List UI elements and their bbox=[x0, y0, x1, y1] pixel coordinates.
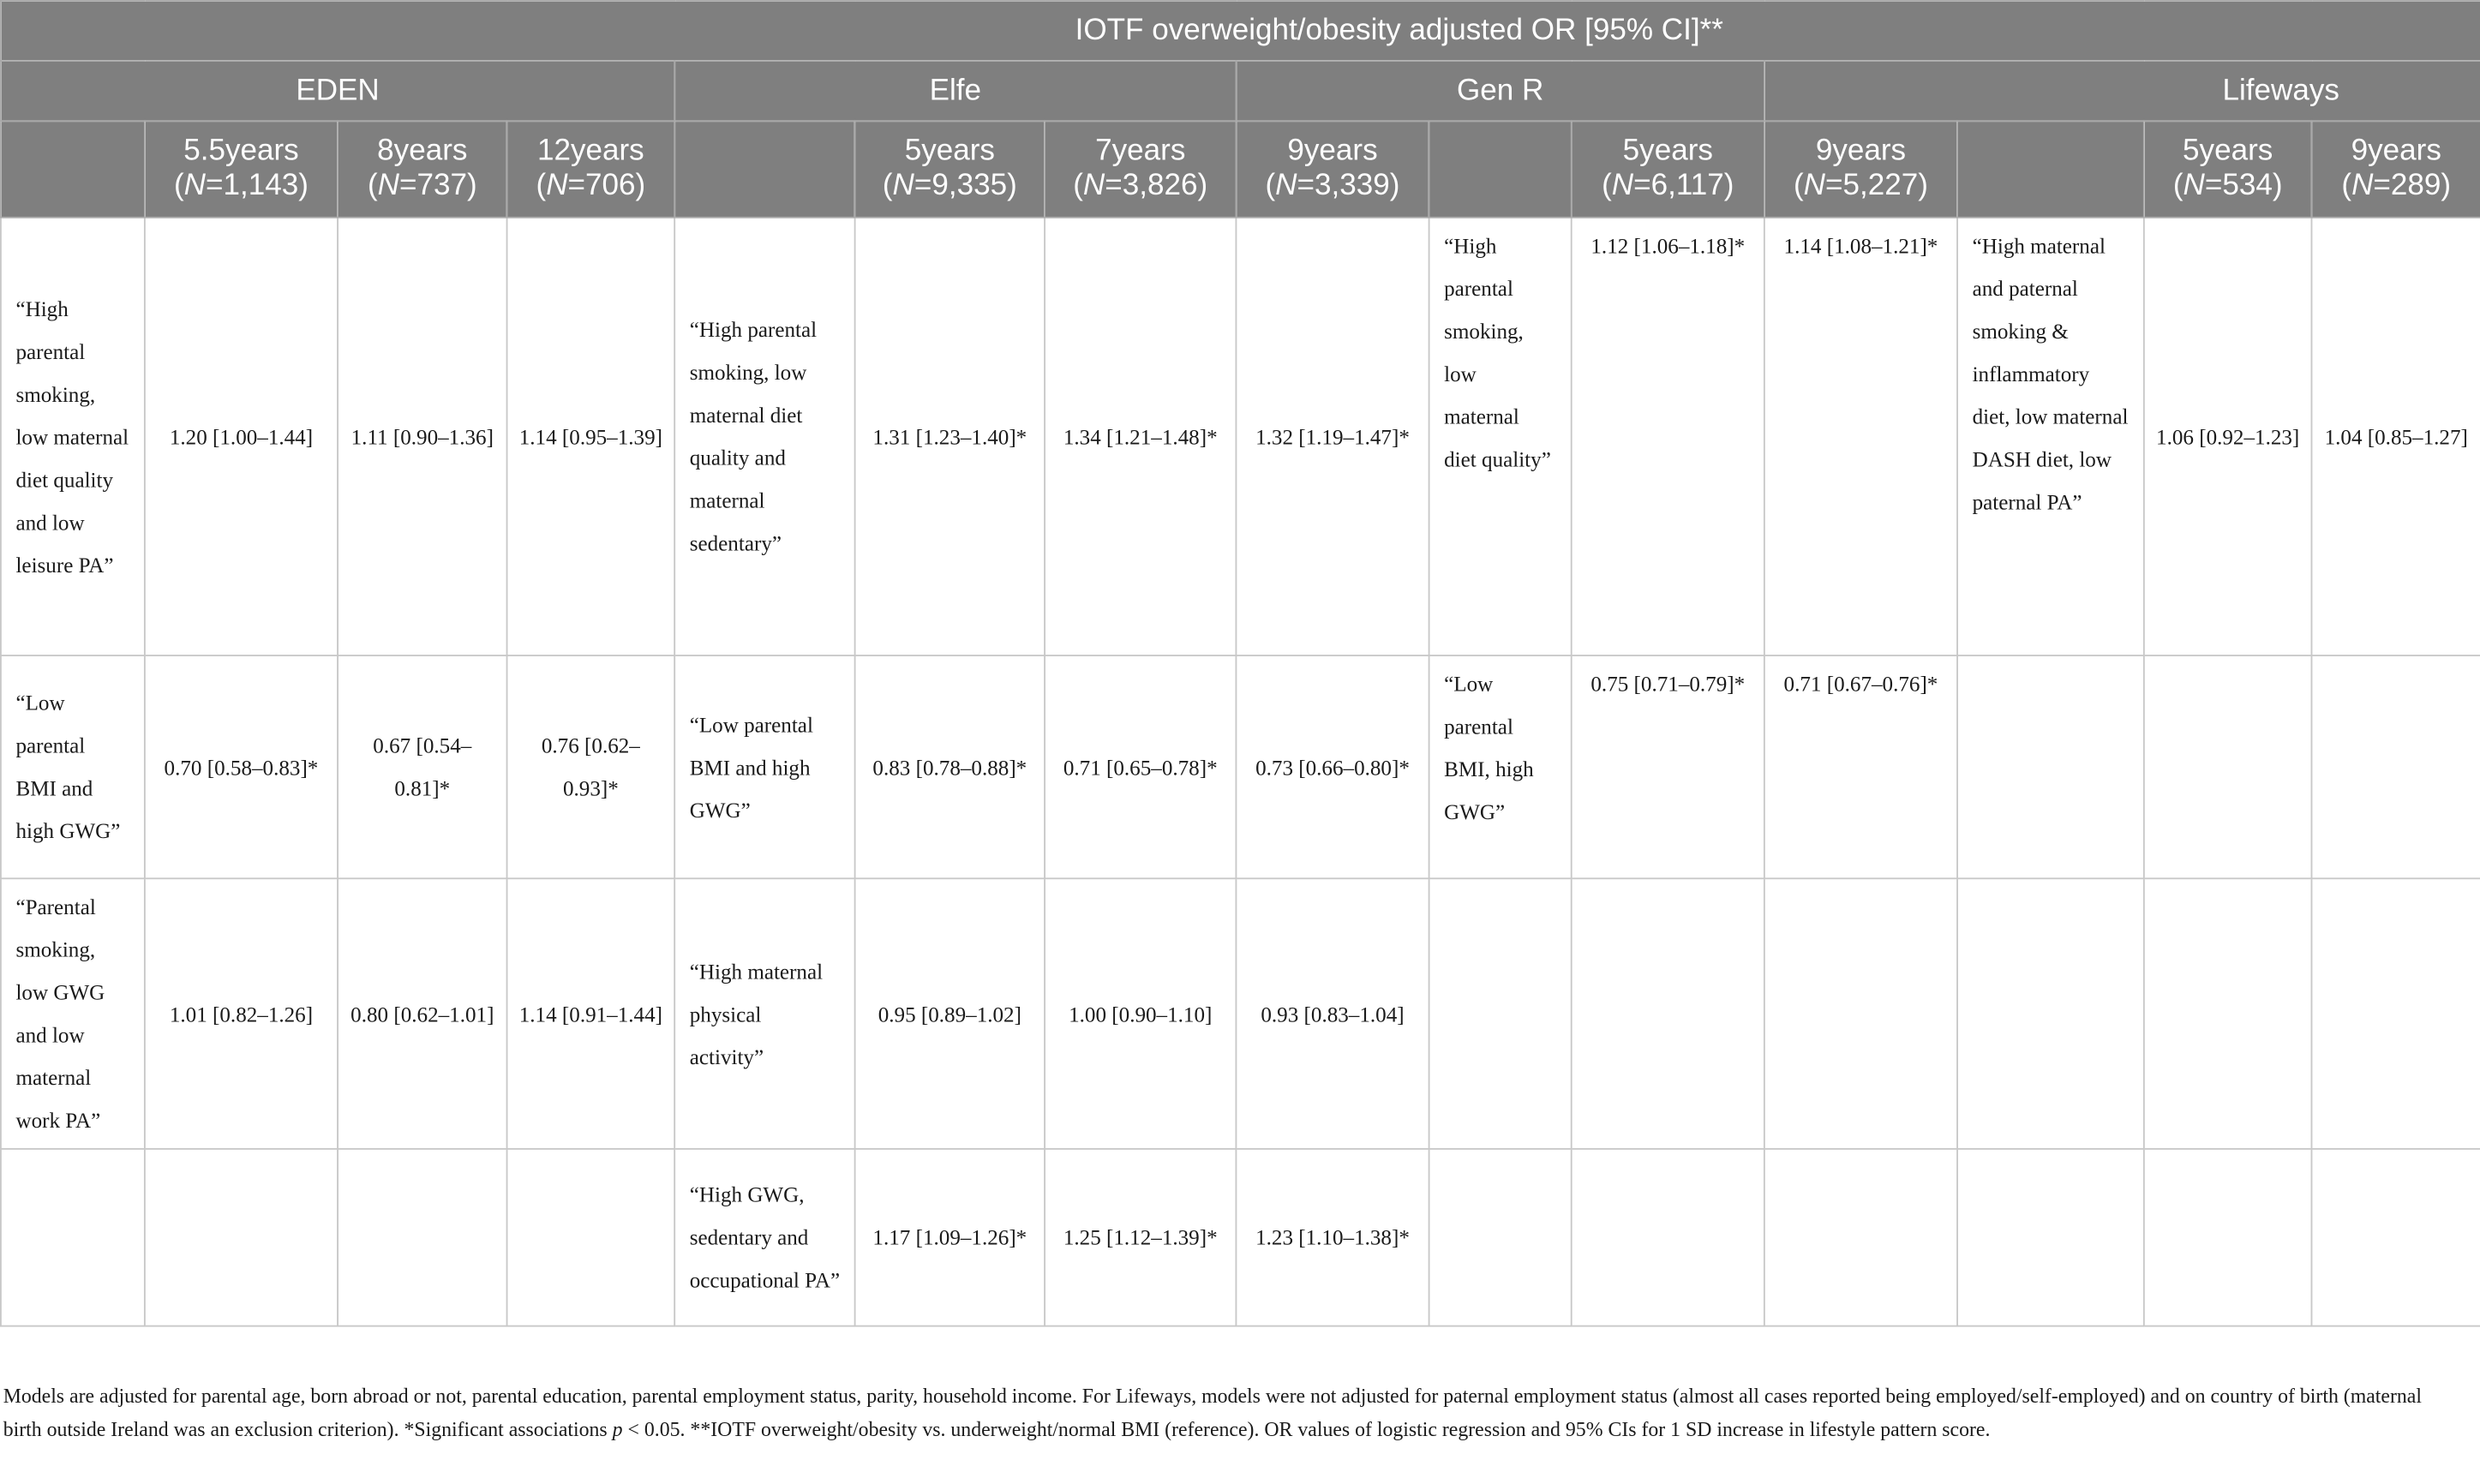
pattern-label bbox=[1957, 1149, 2144, 1326]
or-value-cell: 0.67 [0.54–0.81]* bbox=[338, 655, 506, 878]
age-label: 5years bbox=[2183, 134, 2273, 168]
n-value: =3,339) bbox=[1297, 169, 1400, 203]
or-value-cell: 1.12 [1.06–1.18]* bbox=[1572, 218, 1764, 655]
or-value-cell: 1.14 [0.91–1.44] bbox=[507, 878, 675, 1149]
n-label: N bbox=[1275, 169, 1297, 203]
n-value: =534) bbox=[2204, 169, 2283, 203]
age-label: 5years bbox=[1622, 134, 1713, 168]
or-value-cell: 0.76 [0.62–0.93]* bbox=[507, 655, 675, 878]
or-value-cell bbox=[1764, 1149, 1957, 1326]
n-value: =289) bbox=[2373, 169, 2452, 203]
or-value-cell: 1.23 [1.10–1.38]* bbox=[1236, 1149, 1429, 1326]
or-value-cell: 1.17 [1.09–1.26]* bbox=[855, 1149, 1045, 1326]
or-value-cell: 1.20 [1.00–1.44] bbox=[145, 218, 338, 655]
n-open-paren: ( bbox=[1073, 169, 1083, 203]
pattern-label bbox=[1429, 878, 1572, 1149]
or-value-cell: 0.83 [0.78–0.88]* bbox=[855, 655, 1045, 878]
n-label: N bbox=[1082, 169, 1105, 203]
or-value-cell bbox=[507, 1149, 675, 1326]
age-label: 12years bbox=[536, 134, 644, 168]
or-value-cell: 0.71 [0.67–0.76]* bbox=[1764, 655, 1957, 878]
age-header bbox=[855, 121, 1045, 218]
n-label: N bbox=[2351, 169, 2374, 203]
age-label: 9years bbox=[1815, 134, 1907, 168]
cohort-row bbox=[1, 61, 2480, 121]
pattern-label bbox=[1957, 655, 2144, 878]
or-value-cell: 1.06 [0.92–1.23] bbox=[2144, 218, 2312, 655]
n-open-paren: ( bbox=[1265, 169, 1276, 203]
table-row bbox=[1, 1149, 2480, 1326]
cohort-header: EDEN bbox=[1, 61, 674, 121]
or-value-cell bbox=[2311, 878, 2480, 1149]
table-head bbox=[1, 1, 2480, 218]
pattern-label: “High parental smoking, low maternal diet quality and low leisure PA” bbox=[1, 218, 145, 655]
n-label: N bbox=[892, 169, 914, 203]
age-header bbox=[338, 121, 506, 218]
age-header bbox=[674, 121, 854, 218]
pattern-label: “Low parental BMI and high GWG” bbox=[1, 655, 145, 878]
age-row bbox=[1, 121, 2480, 218]
cohort-header: Elfe bbox=[674, 61, 1236, 121]
or-value-cell: 0.93 [0.83–1.04] bbox=[1236, 878, 1429, 1149]
age-header bbox=[1236, 121, 1429, 218]
or-value-cell: 0.75 [0.71–0.79]* bbox=[1572, 655, 1764, 878]
age-label: 9years bbox=[2351, 134, 2441, 168]
age-header bbox=[1429, 121, 1572, 218]
n-open-paren: ( bbox=[2172, 169, 2183, 203]
pattern-label: “High maternal physical activity” bbox=[674, 878, 854, 1149]
n-value: =706) bbox=[567, 169, 646, 203]
or-value-cell bbox=[338, 1149, 506, 1326]
age-label: 8years bbox=[377, 134, 468, 168]
age-header bbox=[1572, 121, 1764, 218]
age-header bbox=[1957, 121, 2144, 218]
n-value: =5,227) bbox=[1824, 169, 1928, 203]
or-value-cell bbox=[1572, 878, 1764, 1149]
n-open-paren: ( bbox=[536, 169, 547, 203]
pattern-label bbox=[1957, 878, 2144, 1149]
pattern-label bbox=[1429, 1149, 1572, 1326]
or-value-cell: 1.34 [1.21–1.48]* bbox=[1045, 218, 1236, 655]
n-label: N bbox=[1803, 169, 1825, 203]
table-title: IOTF overweight/obesity adjusted OR [95% CI]** bbox=[1, 1, 2480, 61]
table-row bbox=[1, 218, 2480, 655]
n-label: N bbox=[183, 169, 206, 203]
or-value-cell bbox=[2311, 1149, 2480, 1326]
or-value-cell bbox=[2311, 655, 2480, 878]
or-value-cell: 0.70 [0.58–0.83]* bbox=[145, 655, 338, 878]
pattern-label: “Low parental BMI and high GWG” bbox=[674, 655, 854, 878]
or-value-cell: 1.01 [0.82–1.26] bbox=[145, 878, 338, 1149]
age-header bbox=[2144, 121, 2312, 218]
or-value-cell: 0.71 [0.65–0.78]* bbox=[1045, 655, 1236, 878]
table-footnote bbox=[3, 1380, 2465, 1447]
or-value-cell: 1.11 [0.90–1.36] bbox=[338, 218, 506, 655]
or-value-cell: 1.32 [1.19–1.47]* bbox=[1236, 218, 1429, 655]
n-open-paren: ( bbox=[173, 169, 184, 203]
or-value-cell: 1.04 [0.85–1.27] bbox=[2311, 218, 2480, 655]
n-value: =6,117) bbox=[1633, 169, 1734, 203]
or-value-cell: 1.14 [1.08–1.21]* bbox=[1764, 218, 1957, 655]
age-header bbox=[1045, 121, 1236, 218]
table-row bbox=[1, 878, 2480, 1149]
or-value-cell bbox=[2144, 655, 2312, 878]
or-value-cell bbox=[2144, 1149, 2312, 1326]
cohort-header: Lifeways bbox=[1764, 61, 2480, 121]
or-value-cell: 1.25 [1.12–1.39]* bbox=[1045, 1149, 1236, 1326]
n-value: =9,335) bbox=[914, 169, 1017, 203]
pattern-label: “High maternal and paternal smoking & inflammatory diet, low maternal DASH diet, low paternal PA” bbox=[1957, 218, 2144, 655]
age-header bbox=[1764, 121, 1957, 218]
table-row bbox=[1, 655, 2480, 878]
pattern-label: “High GWG, sedentary and occupational PA” bbox=[674, 1149, 854, 1326]
n-label: N bbox=[1611, 169, 1634, 203]
pattern-label: “Parental smoking, low GWG and low maternal work PA” bbox=[1, 878, 145, 1149]
n-open-paren: ( bbox=[1793, 169, 1804, 203]
pattern-label bbox=[1, 1149, 145, 1326]
or-value-cell bbox=[1572, 1149, 1764, 1326]
footnote-p-symbol: p bbox=[612, 1418, 623, 1441]
n-label: N bbox=[2183, 169, 2205, 203]
n-open-paren: ( bbox=[367, 169, 378, 203]
or-value-cell: 1.00 [0.90–1.10] bbox=[1045, 878, 1236, 1149]
or-value-cell bbox=[145, 1149, 338, 1326]
or-value-cell: 0.95 [0.89–1.02] bbox=[855, 878, 1045, 1149]
pattern-label: “High parental smoking, low maternal diet quality and maternal sedentary” bbox=[674, 218, 854, 655]
n-open-paren: ( bbox=[882, 169, 893, 203]
pattern-label: “Low parental BMI, high GWG” bbox=[1429, 655, 1572, 878]
n-value: =1,143) bbox=[205, 169, 309, 203]
or-value-cell: 0.80 [0.62–1.01] bbox=[338, 878, 506, 1149]
n-open-paren: ( bbox=[2341, 169, 2352, 203]
n-label: N bbox=[377, 169, 399, 203]
n-value: =3,826) bbox=[1105, 169, 1208, 203]
age-header bbox=[2311, 121, 2480, 218]
age-label: 9years bbox=[1287, 134, 1378, 168]
or-value-cell bbox=[1764, 878, 1957, 1149]
n-open-paren: ( bbox=[1602, 169, 1612, 203]
age-header bbox=[507, 121, 675, 218]
footnote-text-end: < 0.05. **IOTF overweight/obesity vs. underweight/normal BMI (reference). OR values of logistic regression and 95% CIs for 1 SD increase in lifestyle pattern score. bbox=[622, 1418, 1991, 1441]
age-header bbox=[1, 121, 145, 218]
n-value: =737) bbox=[398, 169, 477, 203]
footnote-text: Models are adjusted for parental age, born abroad or not, parental education, parental employment status, parity, household income. For Lifeways, models were not adjusted for paternal employment status (almost all cases reported being employed/self-employed) and on country of birth (maternal birth outside Ireland was an exclusion criterion). *Significant associations bbox=[3, 1385, 2422, 1441]
age-label: 5years bbox=[904, 134, 995, 168]
title-row bbox=[1, 1, 2480, 61]
n-label: N bbox=[546, 169, 568, 203]
age-header bbox=[145, 121, 338, 218]
or-value-cell: 1.31 [1.23–1.40]* bbox=[855, 218, 1045, 655]
pattern-label: “High parental smoking, low maternal diet quality” bbox=[1429, 218, 1572, 655]
age-label: 7years bbox=[1095, 134, 1186, 168]
or-value-cell: 0.73 [0.66–0.80]* bbox=[1236, 655, 1429, 878]
or-value-cell bbox=[2144, 878, 2312, 1149]
table-body bbox=[1, 218, 2480, 1326]
cohort-header: Gen R bbox=[1236, 61, 1764, 121]
age-label: 5.5years bbox=[183, 134, 299, 168]
or-value-cell: 1.14 [0.95–1.39] bbox=[507, 218, 675, 655]
